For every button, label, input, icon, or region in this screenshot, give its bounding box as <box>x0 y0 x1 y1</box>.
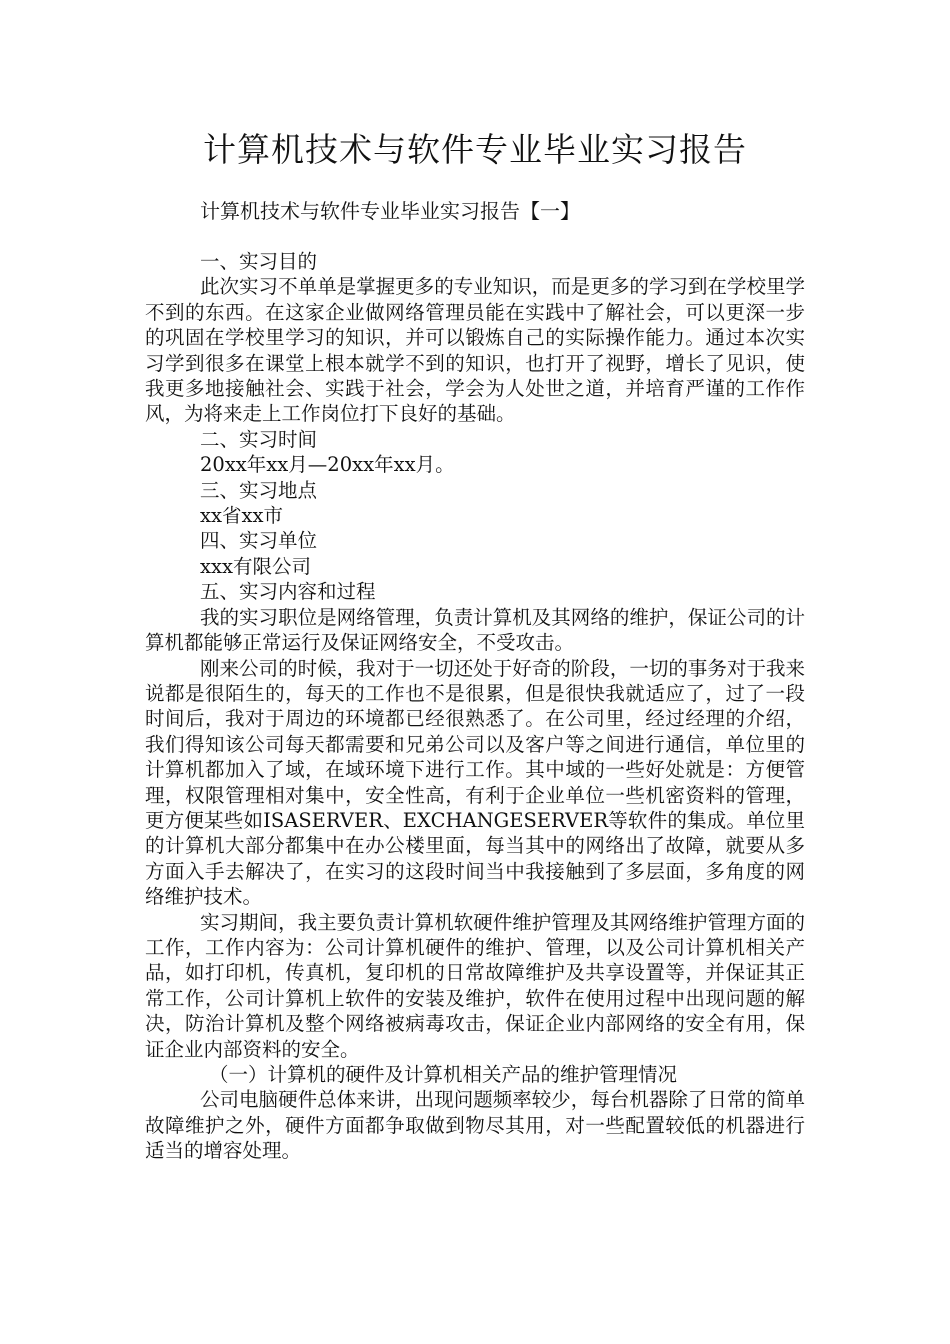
section-heading-purpose: 一、实习目的 <box>200 250 318 273</box>
section-heading-time: 二、实习时间 <box>200 427 318 451</box>
paragraph-position: 我的实习职位是网络管理，负责计算机及其网络的维护，保证公司的计算机都能够正常运行及保证网络安全，不受攻击。 <box>145 605 805 655</box>
document-body <box>145 249 805 1164</box>
internship-place: xx省xx市 <box>200 504 283 528</box>
section-heading-content: 五、实习内容和过程 <box>200 580 376 604</box>
internship-unit: xxx有限公司 <box>200 554 311 578</box>
document-title: 计算机技术与软件专业毕业实习报告 <box>203 130 747 169</box>
section-heading-place: 三、实习地点 <box>200 478 318 502</box>
section-heading-unit: 四、实习单位 <box>200 529 318 553</box>
subsection-heading-hardware: （一）计算机的硬件及计算机相关产品的维护管理情况 <box>209 1063 678 1086</box>
paragraph-responsibilities: 实习期间，我主要负责计算机软硬件维护管理及其网络维护管理方面的工作，工作内容为：公司计算机硬件的维护、管理，以及公司计算机相关产品，如打印机，传真机，复印机的日常故障维护及共享设置等，并保证其正常工作，公司计算机上软件的安装及维护，软件在使用过程中出现问题的解决，防治计算机及整个网络被病毒攻击，保证企业内部网络的安全有用，保证企业内部资料的安全。 <box>145 910 805 1061</box>
document-subtitle: 计算机技术与软件专业毕业实习报告【一】 <box>200 199 580 223</box>
paragraph-purpose: 此次实习不单单是掌握更多的专业知识，而是更多的学习到在学校里学不到的东西。在这家企业做网络管理员能在实践中了解社会，可以更深一步的巩固在学校里学习的知识，并可以锻炼自己的实际操作能力。通过本次实习学到很多在课堂上根本就学不到的知识，也打开了视野，增长了见识，使我更多地接触社会、实践于社会，学会为人处世之道，并培育严谨的工作作风，为将来走上工作岗位打下良好的基础。 <box>145 275 805 426</box>
paragraph-experience: 刚来公司的时候，我对于一切还处于好奇的阶段，一切的事务对于我来说都是很陌生的，每天的工作也不是很累，但是很快我就适应了，过了一段时间后，我对于周边的环境都已经很熟悉了。在公司里，经过经理的介绍，我们得知该公司每天都需要和兄弟公司以及客户等之间进行通信，单位里的计算机都加入了域，在域环境下进行工作。其中域的一些好处就是：方便管理，权限管理相对集中，安全性高，有利于企业单位一些机密资料的管理，更方便某些如ISASERVER、EXCHANGESERVER等软件的集成。单位里的计算机大部分都集中在办公楼里面，每当其中的网络出了故障，就要从多方面入手去解决了，在实习的这段时间当中我接触到了多层面，多角度的网络维护技术。 <box>145 656 805 909</box>
paragraph-hardware: 公司电脑硬件总体来讲，出现问题频率较少，每台机器除了日常的简单故障维护之外，硬件方面都争取做到物尽其用，对一些配置较低的机器进行适当的增容处理。 <box>145 1088 805 1163</box>
internship-time: 20xx年xx月—20xx年xx月。 <box>200 453 455 477</box>
